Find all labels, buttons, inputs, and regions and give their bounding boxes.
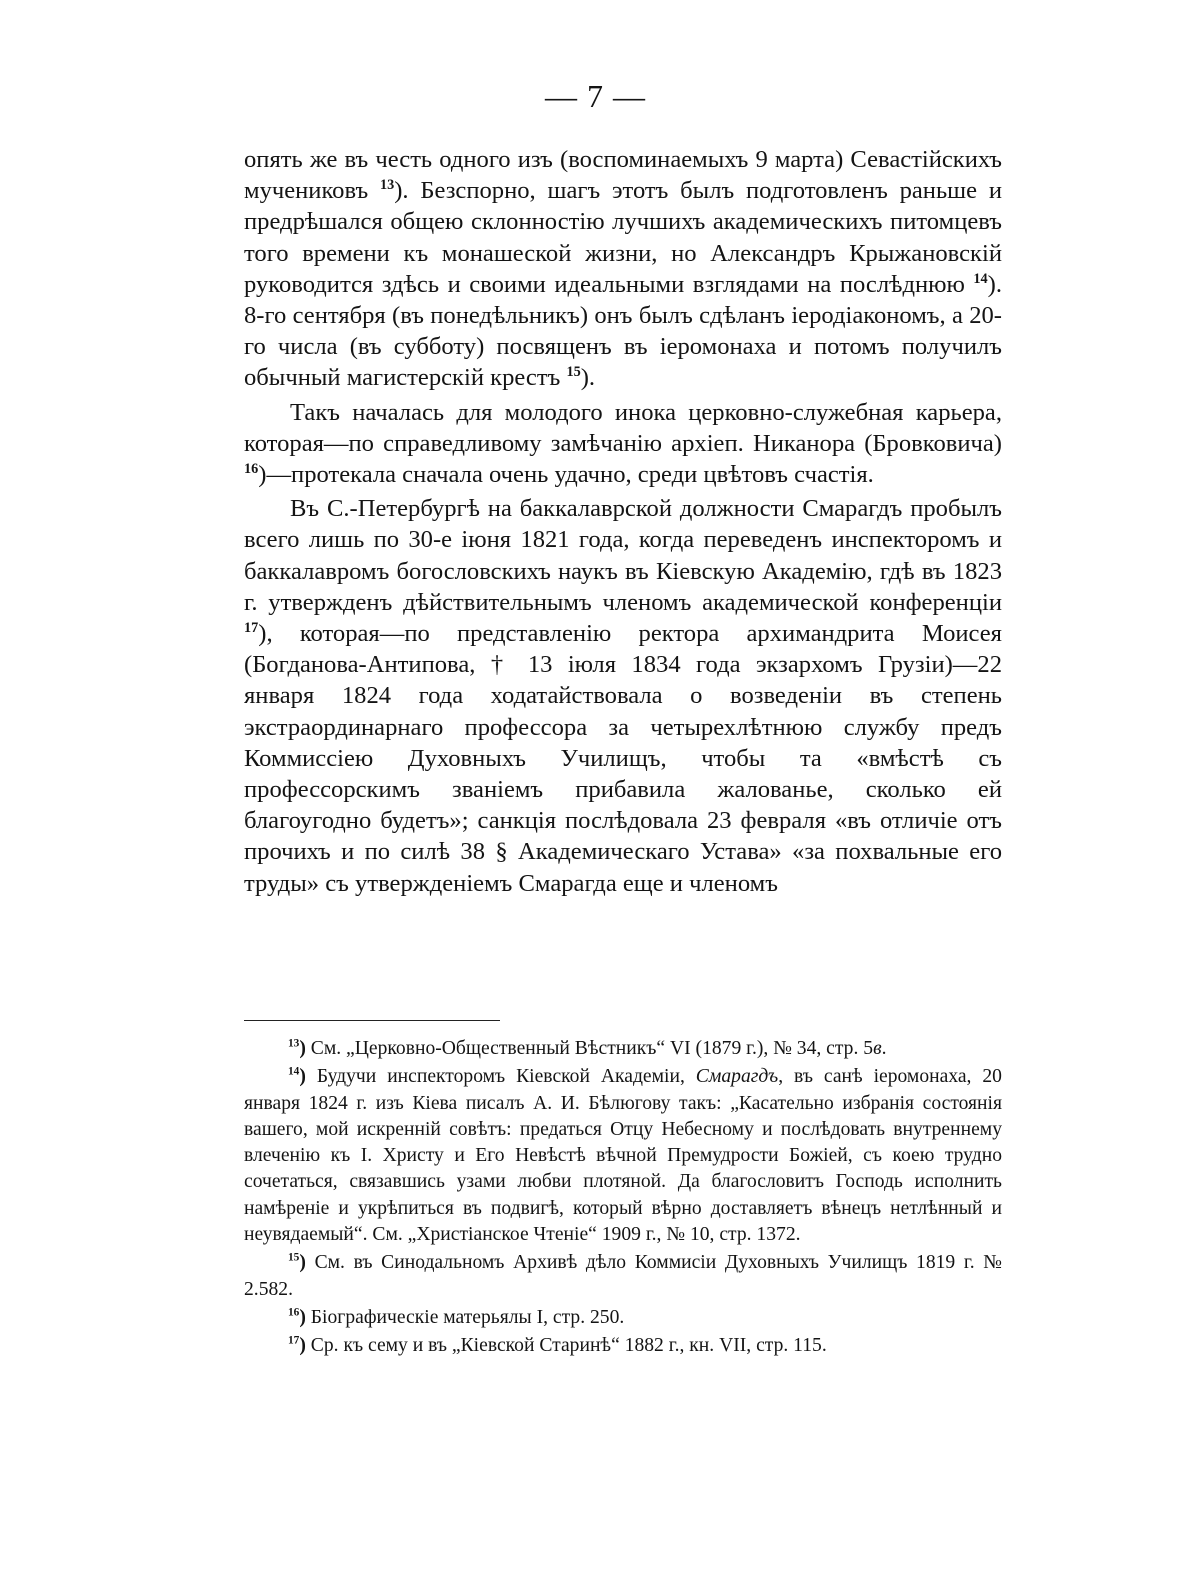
footnote-mark (288, 1252, 315, 1273)
footnote-reference: 15 (566, 364, 581, 381)
footnote-mark (288, 1066, 317, 1087)
main-text (244, 144, 1002, 902)
text-run: ), которая—по представленію ректора архимандрита Моисея (Богданова-Антипова, † 13 іюля 1834 года экзархомъ Грузіи)—22 января 1824 года ходатайствовала о возведеніи въ степень экстраординарнаго профессора за четырехлѣтнюю службу предъ Коммиссіею Духовныхъ Училищъ, чтобы та «вмѣстѣ съ профессорскимъ званіемъ прибавила жалованье, сколько ей благоугодно будетъ»; санкція послѣдовала 23 февраля «въ отличіе отъ прочихъ и по силѣ 38 § Академическаго Устава» «за похвальные его труды» съ утвержденіемъ Смарагда еще и членомъ (244, 620, 1002, 897)
text-run: , въ санѣ іеромонаха, 20 января 1824 г. изъ Кіева писалъ А. И. Бѣлюгову такъ: „Касательно избранія состоянія вашего, мой искренній совѣтъ: предаться Отцу Небесному и послѣдовать внутреннему влеченію къ І. Христу и Его Невѣстѣ вѣчной Премудрости Божіей, съ коею трудно сочетаться, связавшись узами любви плотяной. Да благословитъ Господь исполнить намѣреніе и укрѣпиться въ подвигѣ, который вѣрно доставляетъ вѣнецъ нетлѣнный и неувядаемый“. См. „Христіанское Чтеніе“ 1909 г., № 10, стр. 1372. (244, 1066, 1002, 1246)
text-run: Будучи инспекторомъ Кіевской Академіи, (316, 1066, 696, 1088)
text-run: . (881, 1038, 887, 1059)
footnote-reference: 14 (973, 270, 988, 287)
footnote-17 (244, 1333, 1002, 1359)
text-run: См. „Церковно-Общественный Вѣстникъ“ VI (1879 г.), № 34, стр. 5 (310, 1038, 874, 1059)
text-run: Біографическіе матерьялы I, стр. 250. (310, 1306, 625, 1328)
footnote-15 (244, 1250, 1002, 1303)
footnote-mark (288, 1335, 311, 1356)
footnote-13 (244, 1036, 1002, 1062)
footnote-number: 16 (288, 1306, 300, 1319)
text-run: Такъ началась для молодого инока церковно-служебная карьера, которая—по справедливому замѣчанію архіеп. Никанора (Бровковича) (244, 398, 1002, 457)
text-run: Ср. къ сему и въ „Кіевской Старинѣ“ 1882 г., кн. VII, стр. 115. (310, 1335, 827, 1357)
footnote-separator (244, 1020, 500, 1021)
italic-text: Смарагдъ (695, 1066, 779, 1088)
paragraph-1 (244, 144, 1002, 394)
footnote-mark (288, 1038, 311, 1059)
footnote-paren: ) (299, 1038, 311, 1059)
footnote-paren: ) (299, 1306, 311, 1328)
footnote-number: 15 (288, 1251, 300, 1264)
footnote-14 (244, 1064, 1002, 1248)
footnote-reference: 17 (244, 619, 259, 636)
text-run: См. въ Синодальномъ Архивѣ дѣло Коммисіи Духовныхъ Училищъ 1819 г. № 2.582. (244, 1252, 1002, 1300)
footnote-number: 14 (288, 1065, 300, 1078)
footnote-16 (244, 1305, 1002, 1331)
text-run: опять же въ честь одного изъ (воспоминаемыхъ 9 марта) Севастійскихъ мучениковъ (244, 146, 1002, 205)
footnote-mark (288, 1307, 311, 1328)
text-run: ). Безспорно, шагъ этотъ былъ подготовленъ раньше и предрѣшался общею склонностію лучшихъ академическихъ питомцевъ того времени къ монашеской жизни, но Александръ Крыжановскій руководится здѣсь и своими идеальными взглядами на послѣднюю (244, 177, 1002, 298)
paragraph-3 (244, 493, 1002, 899)
text-run: Въ С.-Петербургѣ на баккалаврской должности Смарагдъ пробылъ всего лишь по 30-е іюня 1821 года, когда переведенъ инспекторомъ и баккалавромъ богословскихъ наукъ въ Кіевскую Академію, гдѣ въ 1823 г. утвержденъ дѣйствительнымъ членомъ академической конференціи (244, 495, 1002, 616)
page-number: — 7 — (545, 78, 646, 114)
text-run: )—протекала сначала очень удачно, среди цвѣтовъ счастія. (258, 461, 874, 489)
footnote-number: 17 (288, 1334, 300, 1347)
footnote-paren: ) (299, 1066, 317, 1088)
text-run: ). 8-го сентября (въ понедѣльникъ) онъ былъ сдѣланъ іеродіакономъ, а 20-го числа (въ субботу) посвященъ въ іеромонаха и потомъ получилъ обычный магистерскій крестъ (244, 270, 1002, 392)
footnote-paren: ) (299, 1252, 315, 1274)
footnote-paren: ) (299, 1335, 311, 1357)
italic-text: в (873, 1038, 882, 1059)
text-run: ). (580, 364, 596, 392)
footnote-number: 13 (288, 1037, 300, 1050)
paragraph-2 (244, 397, 1002, 491)
footnote-reference: 13 (379, 177, 395, 194)
footnotes-block (244, 1036, 1002, 1362)
footnote-reference: 16 (244, 460, 259, 477)
